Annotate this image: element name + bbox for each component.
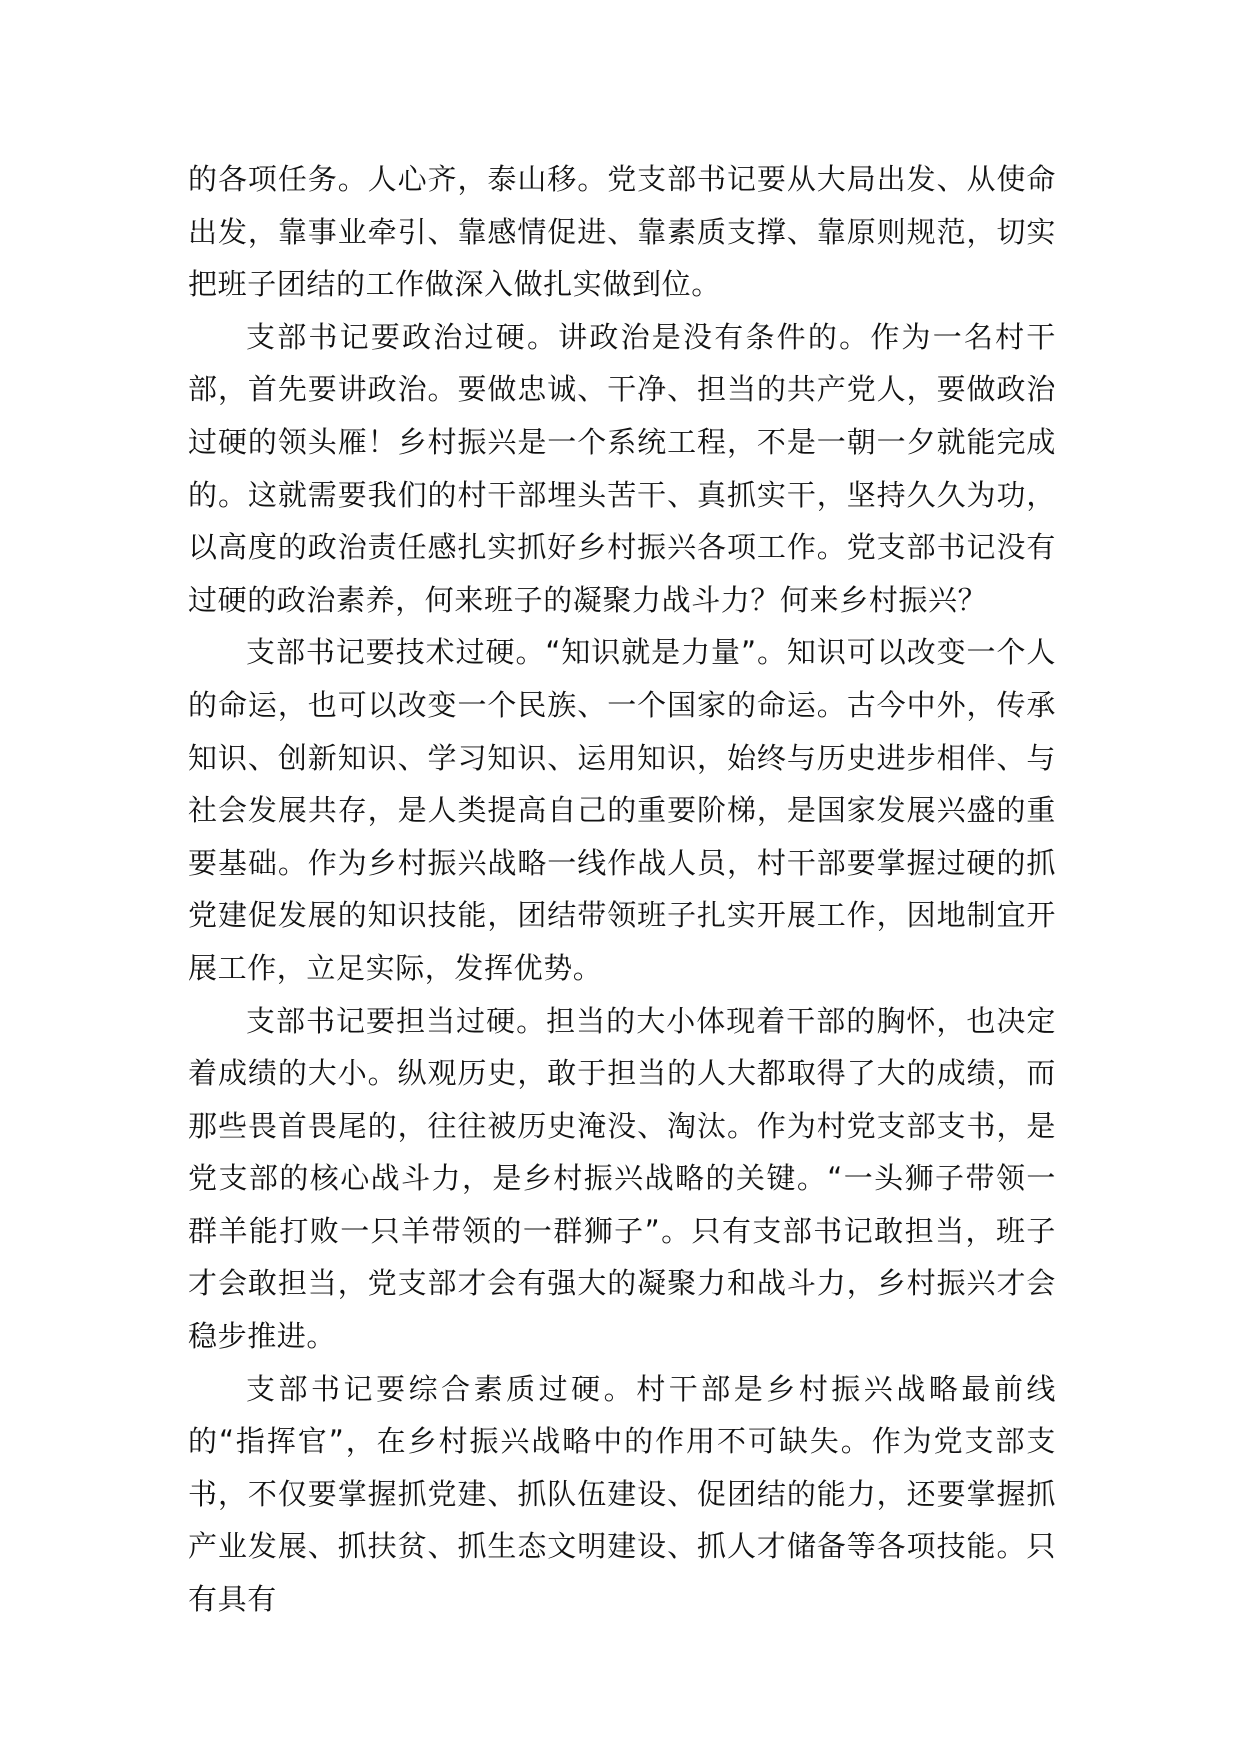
paragraph-continuation: 的各项任务。人心齐，泰山移。党支部书记要从大局出发、从使命出发，靠事业牵引、靠感情促进、靠素质支撑、靠原则规范，切实把班子团结的工作做深入做扎实做到位。 (188, 162, 1056, 302)
document-body (188, 153, 1056, 1626)
paragraph-technical: 支部书记要技术过硬。“知识就是力量”。知识可以改变一个人的命运，也可以改变一个民族、一个国家的命运。古今中外，传承知识、创新知识、学习知识、运用知识，始终与历史进步相伴、与社会发展共存，是人类提高自己的重要阶梯，是国家发展兴盛的重要基础。作为乡村振兴战略一线作战人员，村干部要掌握过硬的抓党建促发展的知识技能，团结带领班子扎实开展工作，因地制宜开展工作，立足实际，发挥优势。 (188, 635, 1056, 985)
paragraph-political: 支部书记要政治过硬。讲政治是没有条件的。作为一名村干部，首先要讲政治。要做忠诚、干净、担当的共产党人，要做政治过硬的领头雁！乡村振兴是一个系统工程，不是一朝一夕就能完成的。这就需要我们的村干部埋头苦干、真抓实干，坚持久久为功，以高度的政治责任感扎实抓好乡村振兴各项工作。党支部书记没有过硬的政治素养，何来班子的凝聚力战斗力？何来乡村振兴？ (188, 319, 1056, 617)
paragraph-responsibility: 支部书记要担当过硬。担当的大小体现着干部的胸怀，也决定着成绩的大小。纵观历史，敢于担当的人大都取得了大的成绩，而那些畏首畏尾的，往往被历史淹没、淘汰。作为村党支部支书，是党支部的核心战斗力，是乡村振兴战略的关键。“一头狮子带领一群羊能打败一只羊带领的一群狮子”。只有支部书记敢担当，班子才会敢担当，党支部才会有强大的凝聚力和战斗力，乡村振兴才会稳步推进。 (188, 1003, 1056, 1354)
paragraph-comprehensive: 支部书记要综合素质过硬。村干部是乡村振兴战略最前线的“指挥官”，在乡村振兴战略中的作用不可缺失。作为党支部支书，不仅要掌握抓党建、抓队伍建设、促团结的能力，还要掌握抓产业发展、抓扶贫、抓生态文明建设、抓人才储备等各项技能。只有具有 (188, 1371, 1056, 1617)
